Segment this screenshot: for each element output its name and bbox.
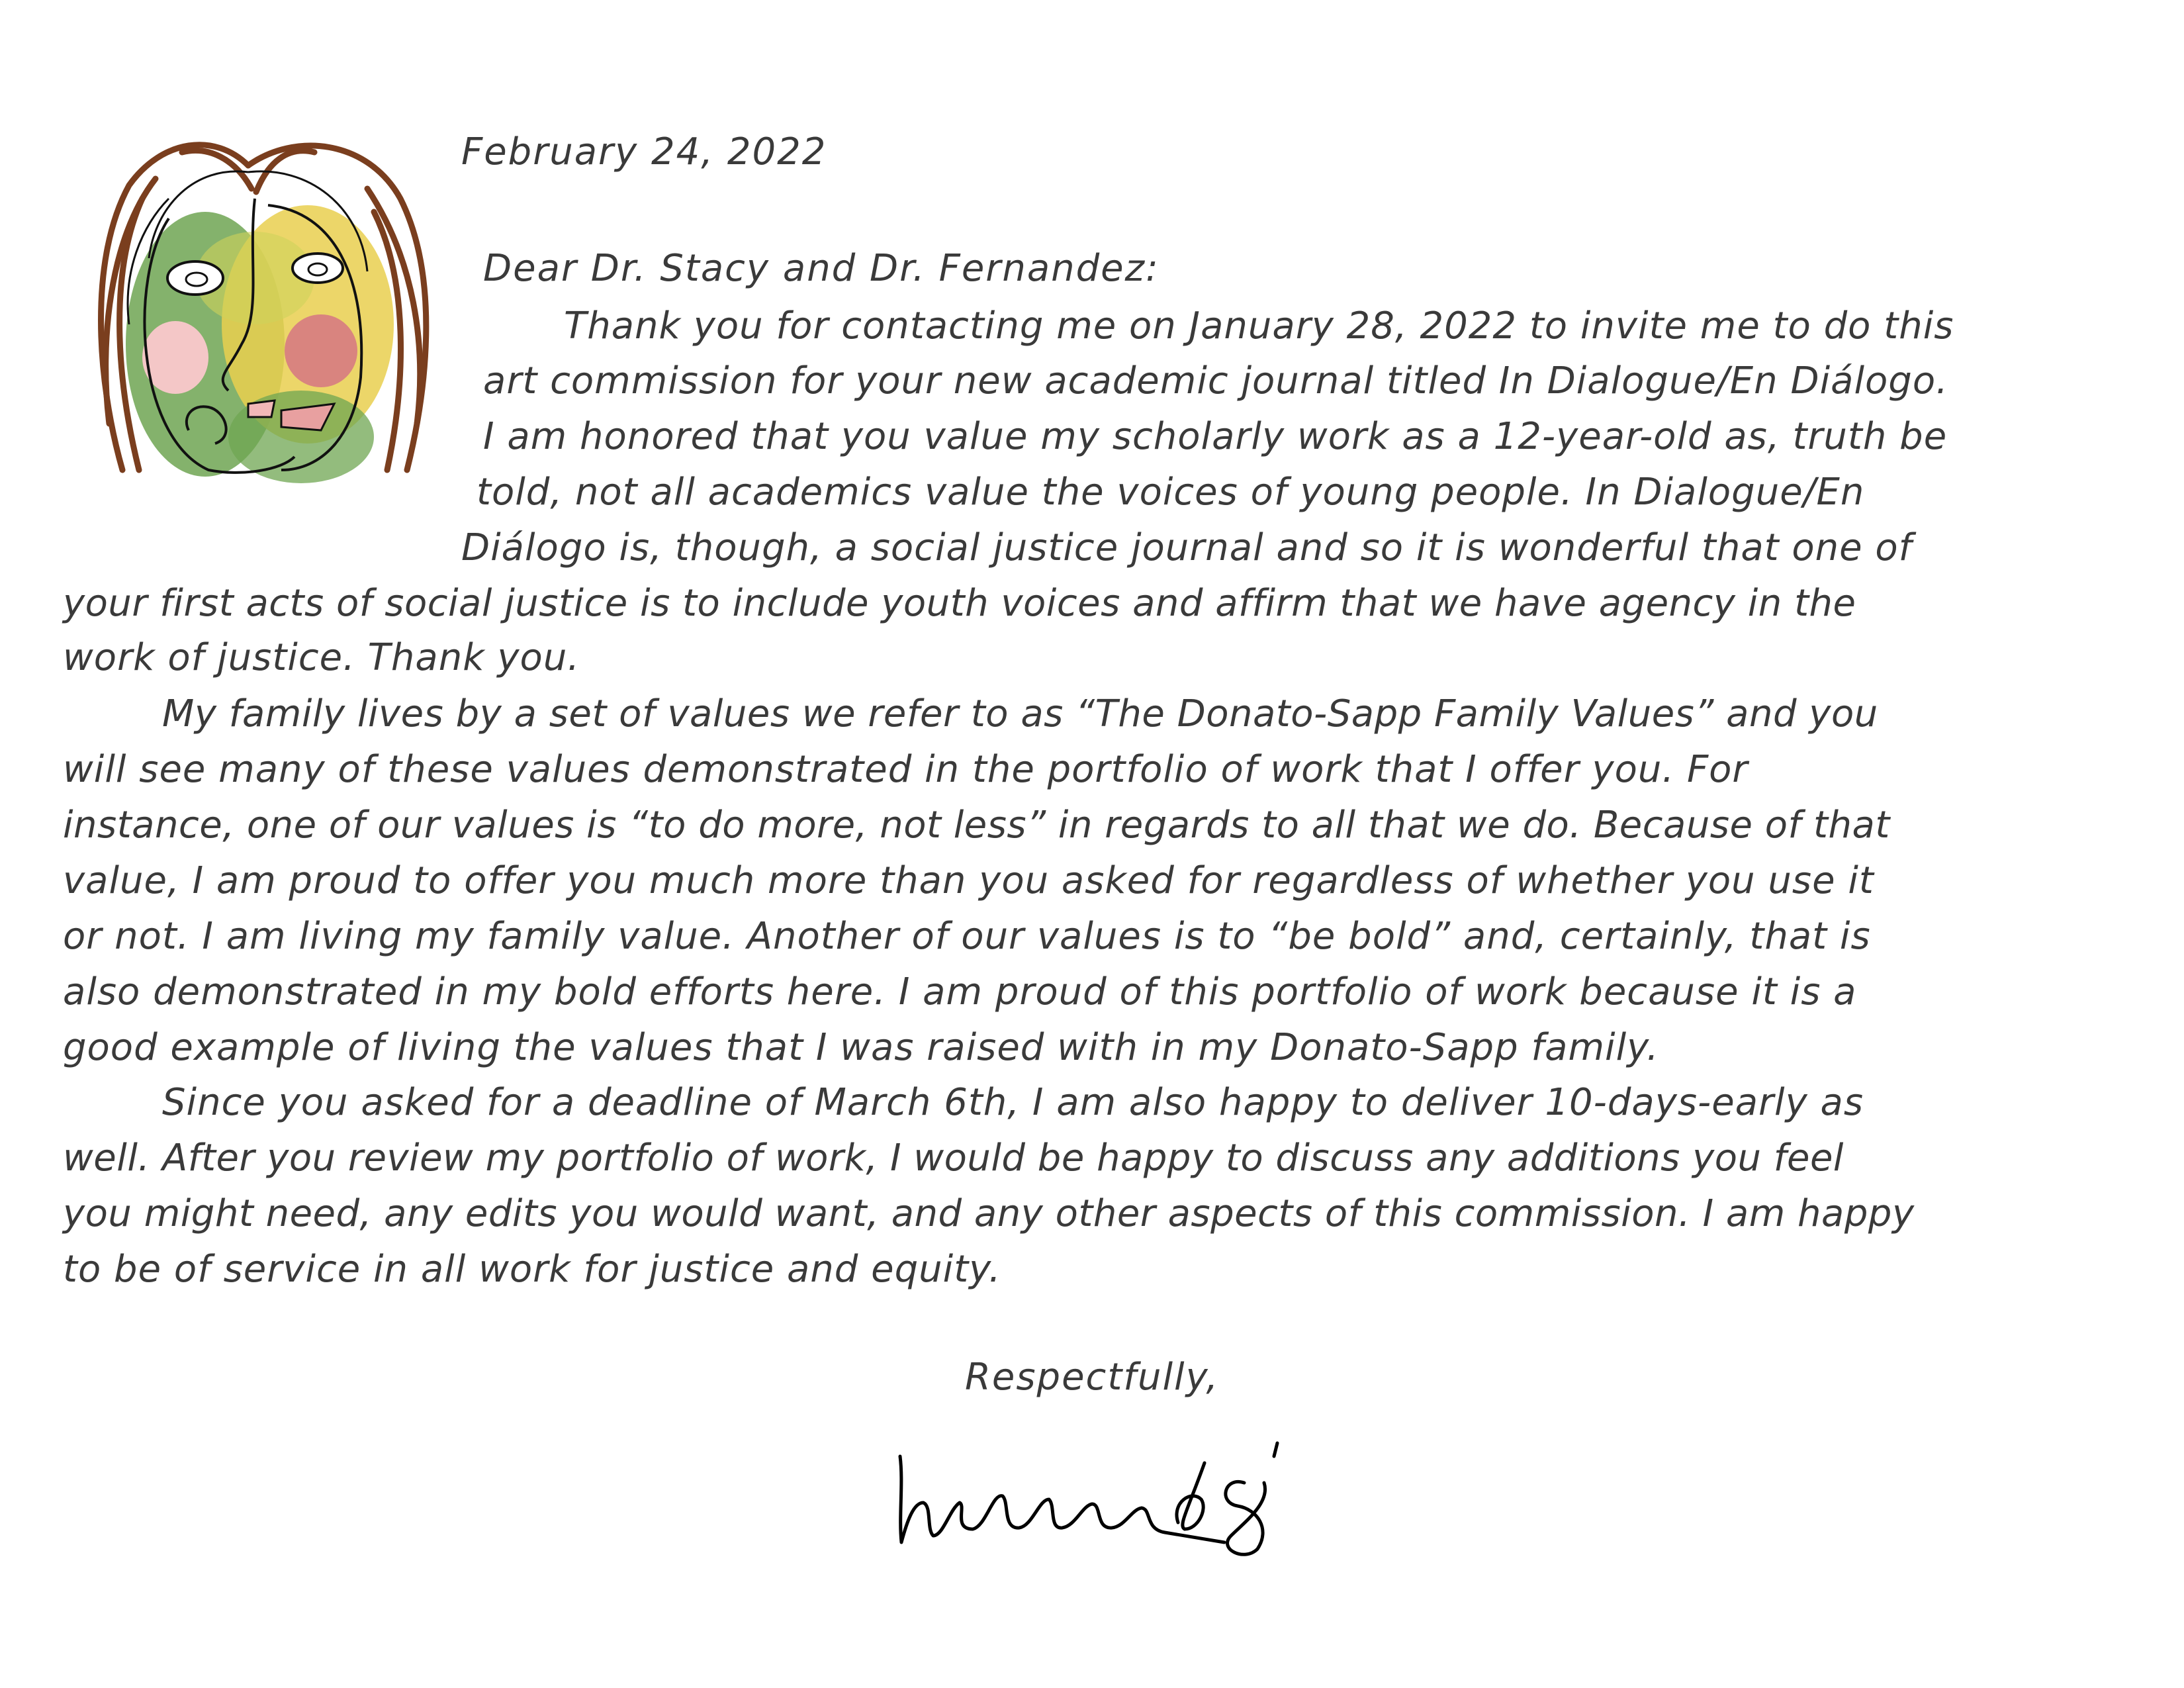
paragraph-line: instance, one of our values is “to do more, not less” in regards to all that we do. Because of that: [63, 804, 1890, 847]
paragraph-line: or not. I am living my family value. Another of our values is to “be bold” and, certainly, that is: [63, 915, 1871, 958]
paragraph-line: to be of service in all work for justice and equity.: [63, 1248, 1001, 1291]
paragraph-line: told, not all academics value the voices of young people. In Dialogue/En: [477, 471, 1865, 514]
paragraph-line: Thank you for contacting me on January 28, 2022 to invite me to do this: [564, 305, 1954, 348]
paragraph-line: your first acts of social justice is to include youth voices and affirm that we have agency in the: [63, 582, 1856, 625]
letter-date: February 24, 2022: [461, 130, 827, 173]
salutation: Dear Dr. Stacy and Dr. Fernandez:: [483, 247, 1160, 290]
paragraph-line: you might need, any edits you would want, and any other aspects of this commission. I am happy: [63, 1192, 1915, 1235]
paragraph-line: will see many of these values demonstrated in the portfolio of work that I offer you. For: [63, 748, 1749, 791]
paragraph-line: I am honored that you value my scholarly work as a 12-year-old as, truth be: [483, 415, 1948, 458]
paragraph-line: My family lives by a set of values we refer to as “The Donato-Sapp Family Values” and you: [162, 692, 1878, 735]
self-portrait-illustration: [83, 126, 433, 496]
paragraph-line: well. After you review my portfolio of work, I would be happy to discuss any additions you feel: [63, 1137, 1844, 1180]
paragraph-line: Diálogo is, though, a social justice journal and so it is wonderful that one of: [461, 526, 1913, 569]
paragraph-line: art commission for your new academic journal titled In Dialogue/En Diálogo.: [483, 359, 1948, 402]
closing: Respectfully,: [965, 1356, 1220, 1399]
paragraph-line: Since you asked for a deadline of March 6th, I am also happy to deliver 10-days-early as: [162, 1081, 1864, 1124]
paragraph-line: work of justice. Thank you.: [63, 636, 580, 679]
paragraph-line: good example of living the values that I was raised with in my Donato-Sapp family.: [63, 1026, 1659, 1069]
paragraph-line: value, I am proud to offer you much more than you asked for regardless of whether you use it: [63, 859, 1874, 902]
paragraph-line: also demonstrated in my bold efforts here. I am proud of this portfolio of work because it is a: [63, 970, 1857, 1013]
handwritten-signature: [887, 1430, 1324, 1562]
